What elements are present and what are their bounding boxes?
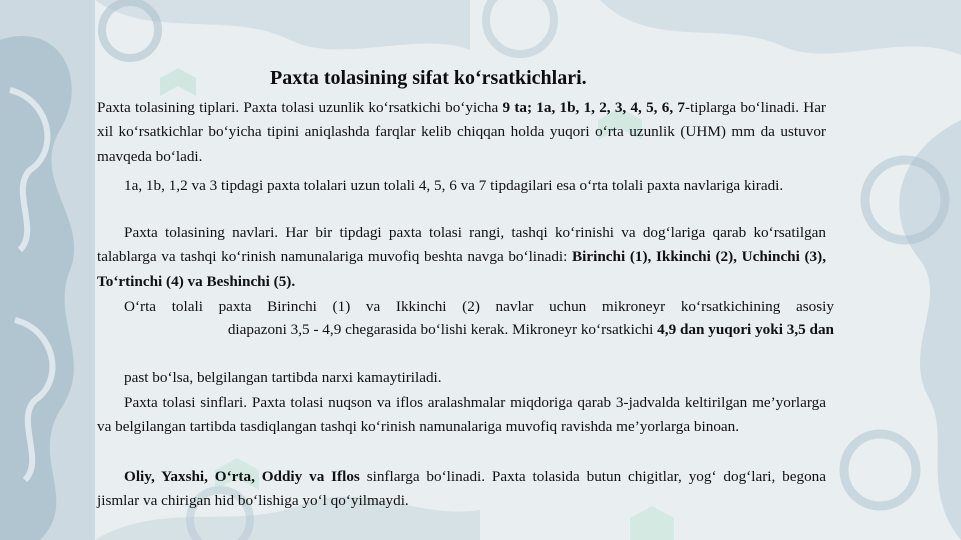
page-title: Paxta tolasining sifat ko‘rsatkichlari. [270, 67, 587, 89]
paragraph-types [97, 96, 826, 169]
paragraph-grades [97, 221, 826, 294]
paragraph-classes: Paxta tolasi sinflari. Paxta tolasi nuqson va iflos aralashmalar miqdoriga qarab 3-jadvalda keltirilgan me’yorlarga va belgilangan tartibda tasdiqlangan tashqi ko‘rinish namunalariga muvofiq ravishda me’yorlarga binoan. [97, 394, 826, 436]
paragraph-micronaire-line2 [124, 320, 834, 340]
p3-text-a: Paxta tolasining navlari. Har bir tipdagi paxta tolasi rangi, tashqi ko‘rinishi va dog‘lariga qarab ko‘rsatilgan talablarga va tashqi ko‘rinish namunalariga muvofiq beshta navga bo‘linadi: [97, 224, 826, 266]
paragraph-class-names [97, 465, 826, 514]
p4-text-bold: 4,9 dan yuqori yoki 3,5 dan [657, 321, 834, 338]
paragraph-fiber-length: 1a, 1b, 1,2 va 3 tipdagi paxta tolalari uzun tolali 4, 5, 6 va 7 tipdagilari esa o‘rta tolali paxta navlariga kiradi. [124, 177, 784, 194]
p6-text-b: sinflarga bo‘linadi. Paxta tolasida butun chigitlar, yog‘ dog‘lari, begona jismlar va chirigan hid bo‘lishiga yo‘l qo‘yilmaydi. [97, 468, 826, 510]
paragraph-micronaire-line3: past bo‘lsa, belgilangan tartibda narxi kamaytiriladi. [124, 369, 442, 386]
p1-text-bold: 9 ta; 1a, 1b, 1, 2, 3, 4, 5, 6, 7 [502, 99, 685, 116]
p4-text-a: diapazoni 3,5 - 4,9 chegarasida bo‘lishi kerak. Mikroneyr ko‘rsatkichi [227, 321, 658, 338]
p3-text-bold: Birinchi (1), Ikkinchi (2), Uchinchi (3), To‘rtinchi (4) va Beshinchi (5). [97, 248, 826, 290]
p1-text-a: Paxta tolasining tiplari. Paxta tolasi uzunlik ko‘rsatkichi bo‘yicha [97, 99, 503, 116]
p1-text-c: -tiplarga bo‘linadi. Har xil ko‘rsatkichlar bo‘yicha tipini aniqlashda farqlar kelib chiqqan holda yuqori o‘rta uzunlik (UHM) mm da ustuvor mavqeda bo‘ladi. [97, 99, 826, 165]
paragraph-micronaire-line1: O‘rta tolali paxta Birinchi (1) va Ikkinchi (2) navlar uchun mikroneyr ko‘rsatkichining asosiy [124, 298, 834, 315]
p6-text-bold: Oliy, Yaxshi, O‘rta, Oddiy va Iflos [124, 468, 360, 485]
